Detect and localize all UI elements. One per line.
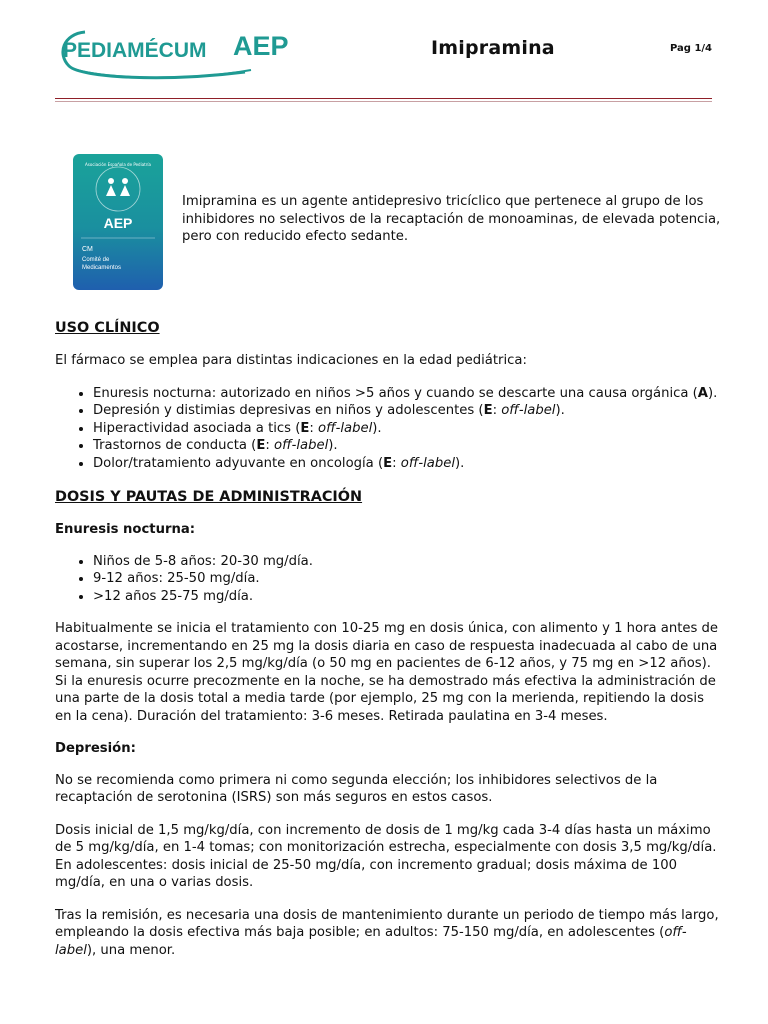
pediamecum-logo (55, 26, 300, 82)
list-item: • Trastornos de conducta (E: off-label). (93, 437, 723, 455)
list-item: • Dolor/tratamiento adyuvante en oncología (E: off-label). (93, 455, 723, 473)
list-item: • >12 años 25-75 mg/día. (93, 588, 723, 606)
list-item: • Niños de 5-8 años: 20-30 mg/día. (93, 553, 723, 571)
aep-committee-badge (73, 154, 163, 290)
header-divider-secondary (55, 101, 712, 102)
document-body (55, 318, 723, 974)
page-number: Pag 1/4 (670, 43, 713, 54)
uso-lead: El fármaco se emplea para distintas indicaciones en la edad pediátrica: (55, 353, 527, 368)
enuresis-paragraph: Habitualmente se inicia el tratamiento con 10-25 mg en dosis única, con alimento y 1 hora antes de acostarse, incrementando en 25 mg la dosis diaria en caso de respuesta inadecuada al cabo de una semana, sin superar los 2,5 mg/kg/día (o 50 mg en pacientes de 6-12 años, y 75 mg en >12 años). Si la enuresis ocurre precozmente en la noche, se ha demostrado más efectiva la administración de una parte de la dosis total a media tarde (por ejemplo, 25 mg con la merienda, repitiendo la dosis en la cena). Duración del tratamiento: 3-6 meses. Retirada paulatina en 3-4 meses. (55, 621, 719, 724)
badge-line-1: Comité de (82, 257, 110, 263)
list-item: • Enuresis nocturna: autorizado en niños >5 años y cuando se descarte una causa orgánica (A). (93, 385, 723, 403)
badge-arc-text: Asociación Española de Pediatría (85, 162, 151, 167)
badge-brand: AEP (103, 215, 133, 231)
depresion-paragraph-2: Dosis inicial de 1,5 mg/kg/día, con incremento de dosis de 1 mg/kg cada 3-4 días hasta un máximo de 5 mg/kg/día, en 1-4 tomas; con monitorización estrecha, especialmente con dosis 3,5 mg/kg/día. En adolescentes: dosis inicial de 25-50 mg/día, con incremento gradual; dosis máxima de 100 mg/día, en una o varias dosis. (55, 822, 717, 890)
logo-text: PEDIAMÉCUM (63, 39, 207, 62)
section-heading-dosis: DOSIS Y PAUTAS DE ADMINISTRACIÓN (55, 489, 363, 505)
list-item: • Depresión y distimias depresivas en niños y adolescentes (E: off-label). (93, 402, 723, 420)
badge-code: CM (82, 246, 93, 253)
subheading-depresion: Depresión: (55, 741, 136, 756)
subheading-enuresis: Enuresis nocturna: (55, 522, 196, 537)
header-divider (55, 98, 712, 99)
indications-list (55, 385, 723, 473)
list-item: • Hiperactividad asociada a tics (E: off-label). (93, 420, 723, 438)
enuresis-dose-list (55, 553, 723, 606)
intro-paragraph: Imipramina es un agente antidepresivo tricíclico que pertenece al grupo de los inhibidores no selectivos de la recaptación de monoaminas, de elevada potencia, pero con reducido efecto sedante. (182, 194, 721, 244)
depresion-paragraph-3: Tras la remisión, es necesaria una dosis de mantenimiento durante un periodo de tiempo más largo, empleando la dosis efectiva más baja posible; en adultos: 75-150 mg/día, en adolescentes (off-label), una menor. (55, 907, 719, 958)
document-title: Imipramina (431, 37, 555, 59)
page-header (0, 0, 768, 110)
depresion-paragraph-1: No se recomienda como primera ni como segunda elección; los inhibidores selectivos de la recaptación de serotonina (ISRS) son más seguros en estos casos. (55, 772, 658, 805)
section-heading-uso-clinico: USO CLÍNICO (55, 320, 160, 336)
list-item: • 9-12 años: 25-50 mg/día. (93, 570, 723, 588)
logo-brand: AEP (233, 31, 289, 61)
badge-line-2: Medicamentos (82, 265, 122, 271)
